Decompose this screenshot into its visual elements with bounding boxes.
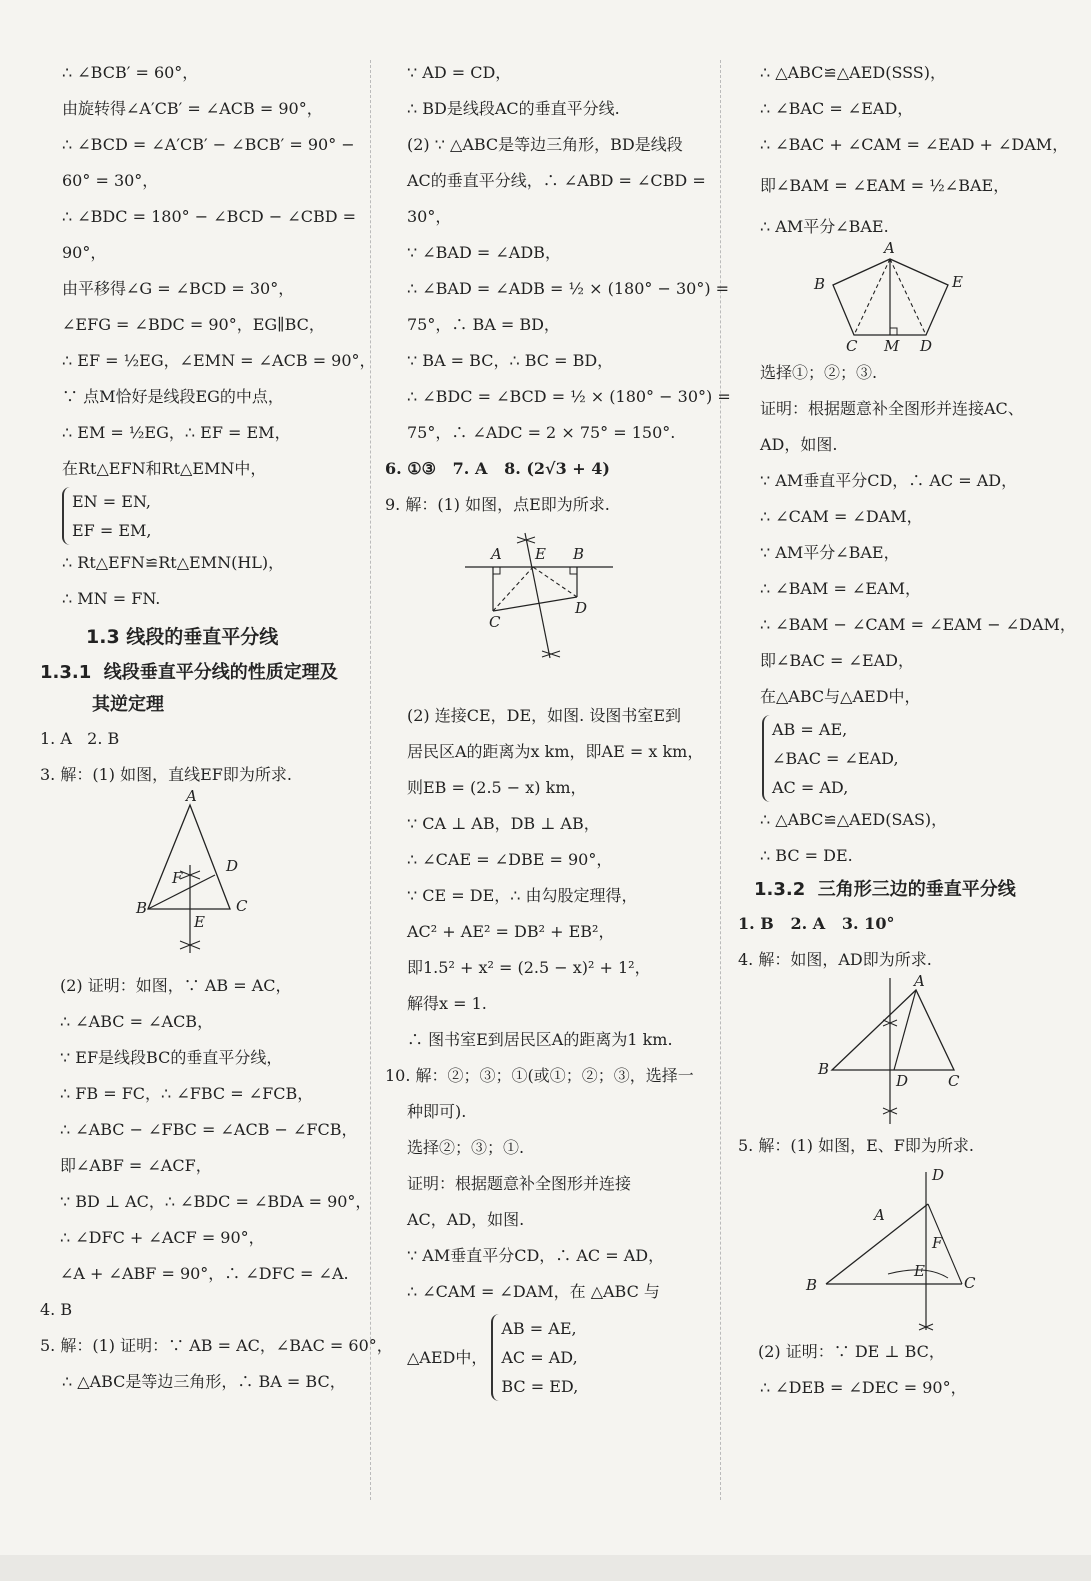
text-line: ∴ BD是线段AC的垂直平分线. <box>407 99 620 118</box>
text-line: ∵ AM垂直平分CD，∴ AC = AD， <box>407 1246 665 1265</box>
text-line: 即∠BAM = ∠EAM = ½∠BAE， <box>760 176 1010 195</box>
text-line: ∵ EF是线段BC的垂直平分线， <box>60 1048 283 1067</box>
figure-triangle-abc-2 <box>738 1164 1068 1334</box>
label-a: A <box>186 787 197 805</box>
text-line: ∴ Rt△EFN≌Rt△EMN(HL)， <box>62 553 285 572</box>
text-line: 居民区A的距离为x km，即AE = x km， <box>407 742 704 761</box>
label-e: E <box>952 273 963 291</box>
label-d: D <box>226 857 239 875</box>
figure-abd-svg <box>738 978 1068 1128</box>
text-line: ∴ MN = FN. <box>62 589 161 608</box>
text-line: ∴ 图书室E到居民区A的距离为1 km. <box>407 1030 673 1049</box>
text-line: ∴ △ABC是等边三角形，∴ BA = BC， <box>62 1372 346 1391</box>
figure-triangle-abd <box>738 972 1068 1128</box>
answers: 6. ①③ 7. A 8. (2√3 + 4) <box>385 459 610 478</box>
label-m: M <box>884 337 900 355</box>
text-line: ∴ ∠ABC − ∠FBC = ∠ACB − ∠FCB， <box>60 1120 358 1139</box>
question-3: 3. 解：(1) 如图，直线EF即为所求. <box>40 765 292 784</box>
text-line: 75°，∴ ∠ADC = 2 × 75° = 150°. <box>407 423 676 442</box>
text-line: AD，如图. <box>760 435 838 454</box>
figure-library <box>385 523 705 698</box>
text-line: ∵ CE = DE，∴ 由勾股定理得， <box>407 886 638 905</box>
equation: EN = EN, <box>72 492 151 511</box>
label-a: A <box>491 545 502 563</box>
question-5: 5. 解：(1) 证明：∵ AB = AC，∠BAC = 60°， <box>40 1336 393 1355</box>
brace-prefix: △AED中， <box>407 1347 488 1367</box>
figure-triangle-abc <box>40 787 358 968</box>
column-right <box>738 55 1076 1406</box>
text-line: ∵ BA = BC，∴ BC = BD， <box>407 351 614 370</box>
label-b: B <box>818 1060 830 1078</box>
text-line: 选择②；③；①. <box>407 1138 525 1157</box>
label-c: C <box>846 337 858 355</box>
label-f: F <box>172 869 183 887</box>
label-d: D <box>896 1072 909 1090</box>
section-title: 1.3 线段的垂直平分线 <box>86 626 279 648</box>
text-line: 由旋转得∠A′CB′ = ∠ACB = 90°， <box>62 99 323 118</box>
text-line: 在Rt△EFN和Rt△EMN中， <box>62 459 267 478</box>
equation-block <box>385 1314 705 1401</box>
text-line: ∴ ∠CAE = ∠DBE = 90°， <box>407 850 613 869</box>
question-9: 9. 解：(1) 如图，点E即为所求. <box>385 495 610 514</box>
equation: ∠BAC = ∠EAD, <box>772 749 899 768</box>
text-line: ∴ ∠BCB′ = 60°， <box>62 63 199 82</box>
label-f: F <box>932 1234 943 1252</box>
text-line: AC² + AE² = DB² + EB²， <box>407 922 615 941</box>
text-line: AC的垂直平分线，∴ ∠ABD = ∠CBD = <box>407 171 706 190</box>
equation: EF = EM, <box>72 521 152 540</box>
label-c: C <box>964 1274 976 1292</box>
text-line: 证明：根据题意补全图形并连接 <box>407 1174 632 1193</box>
label-c: C <box>489 613 501 631</box>
text-line: ∴ ∠DEB = ∠DEC = 90°， <box>760 1378 967 1397</box>
equation-system <box>762 715 1068 802</box>
text-line: ∴ ∠BDC = 180° − ∠BCD − ∠CBD = <box>62 207 357 226</box>
text-line: ∴ EM = ½EG，∴ EF = EM， <box>62 423 291 442</box>
text-line: 则EB = (2.5 − x) km， <box>407 778 587 797</box>
figure-abc2-svg <box>738 1164 1068 1334</box>
label-e: E <box>914 1262 925 1280</box>
text-line: ∴ △ABC≌△AED(SAS)， <box>760 810 948 829</box>
figure-pentagon <box>738 239 1068 355</box>
text-line: ∠EFG = ∠BDC = 90°，EG∥BC， <box>62 315 325 334</box>
label-e: E <box>194 913 205 931</box>
equation: AC = AD, <box>501 1348 578 1367</box>
label-b: B <box>806 1276 818 1294</box>
text-line: ∴ FB = FC，∴ ∠FBC = ∠FCB， <box>60 1084 314 1103</box>
text-line: ∵ AD = CD， <box>407 63 512 82</box>
text-line: ∴ △ABC≌△AED(SSS)， <box>760 63 947 82</box>
label-b: B <box>136 899 148 917</box>
text-line: 种即可). <box>407 1102 467 1121</box>
text-line: 90°， <box>62 243 107 262</box>
text-line: ∴ EF = ½EG，∠EMN = ∠ACB = 90°， <box>62 351 376 370</box>
text-line: (2) 连接CE，DE，如图. 设图书室E到 <box>407 706 682 725</box>
column-divider-1 <box>370 60 371 1500</box>
label-d: D <box>575 599 588 617</box>
text-line: ∴ ∠BDC = ∠BCD = ½ × (180° − 30°) = <box>407 387 731 406</box>
equation-system <box>62 487 358 545</box>
text-line: AC，AD，如图. <box>407 1210 525 1229</box>
label-e: E <box>535 545 546 563</box>
text-line: 75°，∴ BA = BD， <box>407 315 560 334</box>
text-line: 即∠BAC = ∠EAD， <box>760 651 915 670</box>
subsection-title: 1.3.1 线段垂直平分线的性质定理及 <box>40 662 338 683</box>
text-line: 即∠ABF = ∠ACF， <box>60 1156 212 1175</box>
equation: AC = AD, <box>772 778 849 797</box>
figure-triangle-svg <box>40 793 358 968</box>
label-c: C <box>948 1072 960 1090</box>
text-line: 选择①；②；③. <box>760 363 878 382</box>
figure-pentagon-svg <box>738 245 1068 355</box>
text-line: ∴ ∠BAM − ∠CAM = ∠EAM − ∠DAM， <box>760 615 1076 634</box>
answers: 1. A 2. B <box>40 729 120 748</box>
subsection-title: 1.3.2 三角形三边的垂直平分线 <box>754 879 1016 900</box>
text-line: 证明：根据题意补全图形并连接AC、 <box>760 399 1024 418</box>
label-b: B <box>573 545 585 563</box>
equation-system <box>491 1314 578 1401</box>
label-c: C <box>236 897 248 915</box>
label-a: A <box>874 1206 885 1224</box>
question-5: 5. 解：(1) 如图，E、F即为所求. <box>738 1136 974 1155</box>
answers: 1. B 2. A 3. 10° <box>738 914 895 933</box>
text-line: 在△ABC与△AED中， <box>760 687 921 706</box>
text-line: ∴ ∠CAM = ∠DAM，在 △ABC 与 <box>407 1282 660 1301</box>
text-line: (2) 证明：∵ DE ⊥ BC， <box>758 1342 945 1361</box>
text-line: ∴ ∠BAM = ∠EAM， <box>760 579 921 598</box>
text-line: ∴ ∠BAD = ∠ADB = ½ × (180° − 30°) = <box>407 279 730 298</box>
answer-4: 4. B <box>40 1300 73 1319</box>
label-b: B <box>814 275 826 293</box>
text-line: ∴ ∠BAC + ∠CAM = ∠EAD + ∠DAM， <box>760 135 1069 154</box>
equation: AB = AE, <box>501 1319 577 1338</box>
question-4: 4. 解：如图，AD即为所求. <box>738 950 932 969</box>
text-line: ∵ CA ⊥ AB，DB ⊥ AB， <box>407 814 600 833</box>
text-line: (2) 证明：如图，∵ AB = AC， <box>60 976 292 995</box>
text-line: ∵ AM平分∠BAE， <box>760 543 900 562</box>
text-line: ∴ ∠BAC = ∠EAD， <box>760 99 914 118</box>
text-line: ∴ ∠DFC + ∠ACF = 90°， <box>60 1228 265 1247</box>
column-left <box>40 55 393 1400</box>
label-a: A <box>884 239 895 257</box>
text-line: ∴ ∠CAM = ∠DAM， <box>760 507 923 526</box>
equation: AB = AE, <box>772 720 848 739</box>
text-line: ∵ 点M恰好是线段EG的中点， <box>62 387 284 406</box>
text-line: ∴ AM平分∠BAE. <box>760 217 889 236</box>
text-line: 解得x = 1. <box>407 994 487 1013</box>
subsection-title-cont: 其逆定理 <box>92 694 164 715</box>
text-line: ∵ ∠BAD = ∠ADB， <box>407 243 561 262</box>
label-d: D <box>920 337 933 355</box>
text-line: ∠A + ∠ABF = 90°，∴ ∠DFC = ∠A. <box>60 1264 349 1283</box>
text-line: 由平移得∠G = ∠BCD = 30°， <box>62 279 295 298</box>
text-line: ∵ AM垂直平分CD，∴ AC = AD， <box>760 471 1018 490</box>
text-line: ∴ BC = DE. <box>760 846 853 865</box>
text-line: (2) ∵ △ABC是等边三角形，BD是线段 <box>407 135 683 154</box>
text-line: 30°， <box>407 207 452 226</box>
text-line: ∴ ∠BCD = ∠A′CB′ − ∠BCB′ = 90° − <box>62 135 355 154</box>
text-line: 即1.5² + x² = (2.5 − x)² + 1²， <box>407 958 651 977</box>
page-bottom-strip <box>0 1555 1091 1581</box>
column-middle <box>385 55 731 1401</box>
equation: BC = ED, <box>501 1377 579 1396</box>
question-10: 10. 解：②；③；①(或①；②；③，选择一 <box>385 1066 694 1085</box>
text-line: 60° = 30°， <box>62 171 159 190</box>
label-d: D <box>932 1166 945 1184</box>
text-line: ∵ BD ⊥ AC，∴ ∠BDC = ∠BDA = 90°， <box>60 1192 372 1211</box>
label-a: A <box>914 972 925 990</box>
text-line: ∴ ∠ABC = ∠ACB， <box>60 1012 214 1031</box>
